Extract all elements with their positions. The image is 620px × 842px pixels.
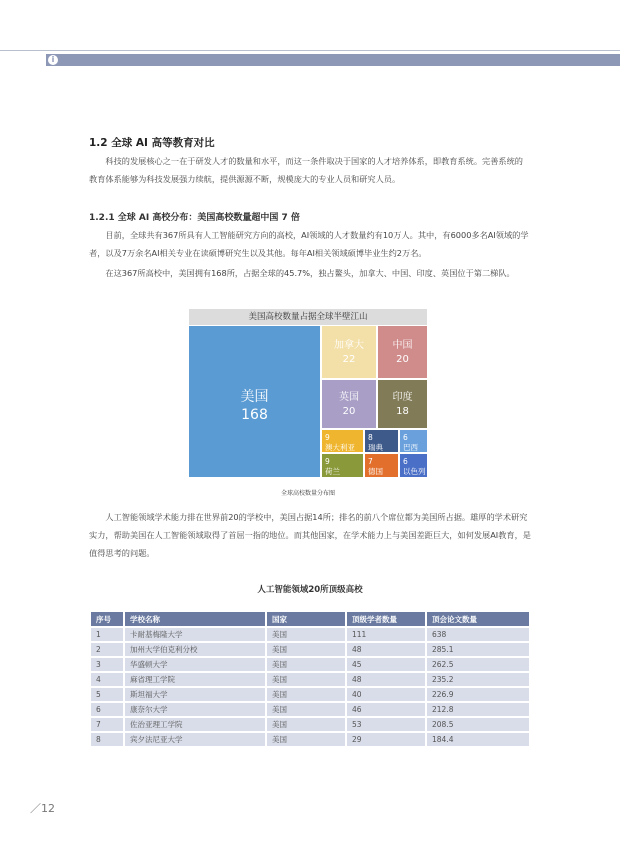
cell-scholars: 40 xyxy=(347,688,425,701)
tile-label: 澳大利亚 xyxy=(325,443,355,452)
cell-papers: 285.1 xyxy=(427,643,529,656)
tile-value: 8 xyxy=(368,433,373,442)
table-row xyxy=(91,688,529,701)
tile-netherlands xyxy=(322,454,363,477)
tile-uk xyxy=(322,380,376,428)
cell-rank: 2 xyxy=(91,643,123,656)
section-title: 1.2 全球 AI 高等教育对比 xyxy=(89,137,215,149)
header-band xyxy=(46,54,620,66)
cell-country: 美国 xyxy=(267,643,345,656)
cell-papers: 212.8 xyxy=(427,703,529,716)
tile-label: 中国 xyxy=(392,340,413,351)
cell-papers: 208.5 xyxy=(427,718,529,731)
cell-country: 美国 xyxy=(267,658,345,671)
tile-label: 德国 xyxy=(368,467,383,476)
cell-rank: 6 xyxy=(91,703,123,716)
cell-papers: 262.5 xyxy=(427,658,529,671)
cell-papers: 226.9 xyxy=(427,688,529,701)
cell-rank: 7 xyxy=(91,718,123,731)
tile-india xyxy=(378,380,427,428)
cell-scholars: 45 xyxy=(347,658,425,671)
cell-school: 康奈尔大学 xyxy=(125,703,265,716)
cell-rank: 1 xyxy=(91,628,123,641)
tile-brazil xyxy=(400,430,427,452)
tile-germany xyxy=(365,454,398,477)
cell-rank: 5 xyxy=(91,688,123,701)
cell-country: 美国 xyxy=(267,628,345,641)
cell-scholars: 48 xyxy=(347,673,425,686)
cell-school: 加州大学伯克利分校 xyxy=(125,643,265,656)
header-rule xyxy=(0,50,620,51)
table-row xyxy=(91,718,529,731)
table-header-row xyxy=(91,612,529,626)
cell-school: 斯坦福大学 xyxy=(125,688,265,701)
tile-value: 7 xyxy=(368,457,373,466)
cell-country: 美国 xyxy=(267,688,345,701)
cell-scholars: 46 xyxy=(347,703,425,716)
cell-scholars: 111 xyxy=(347,628,425,641)
cell-school: 佐治亚理工学院 xyxy=(125,718,265,731)
cell-papers: 638 xyxy=(427,628,529,641)
tile-usa xyxy=(189,326,320,477)
header-rank: 序号 xyxy=(91,612,123,626)
cell-school: 卡耐基梅隆大学 xyxy=(125,628,265,641)
table-row xyxy=(91,643,529,656)
tile-label: 印度 xyxy=(392,392,413,403)
treemap-chart xyxy=(189,309,427,487)
tile-value: 18 xyxy=(396,406,409,417)
table-row xyxy=(91,628,529,641)
tile-label: 瑞典 xyxy=(368,443,383,452)
cell-country: 美国 xyxy=(267,718,345,731)
table-row xyxy=(91,733,529,746)
header-scholars: 顶级学者数量 xyxy=(347,612,425,626)
tile-label: 巴西 xyxy=(403,443,418,452)
tile-israel xyxy=(400,454,427,477)
tile-label: 以色列 xyxy=(403,467,426,476)
subsection-title: 1.2.1 全球 AI 高校分布：美国高校数量超中国 7 倍 xyxy=(89,213,300,223)
cell-scholars: 29 xyxy=(347,733,425,746)
header-country: 国家 xyxy=(267,612,345,626)
tile-label: 美国 xyxy=(240,389,269,405)
cell-rank: 4 xyxy=(91,673,123,686)
subsection-paragraph-1: 目前，全球共有367所具有人工智能研究方向的高校，AI领域的人才数量约有10万人。其中，有6000多名AI领域的学者，以及7万余名AI相关专业在读硕博研究生以及其他。每年AI相关领域硕博毕业生约2万名。 xyxy=(89,230,529,258)
tile-label: 加拿大 xyxy=(334,340,364,351)
tile-value: 6 xyxy=(403,457,408,466)
cell-papers: 235.2 xyxy=(427,673,529,686)
tile-value: 168 xyxy=(241,407,268,423)
chart-caption: 全球高校数量分布图 xyxy=(280,490,335,497)
tile-sweden xyxy=(365,430,398,452)
chart-title: 美国高校数量占据全球半壁江山 xyxy=(189,309,427,325)
tile-value: 22 xyxy=(342,354,356,365)
tile-china xyxy=(378,326,427,378)
cell-school: 麻省理工学院 xyxy=(125,673,265,686)
table-row xyxy=(91,673,529,686)
tile-label: 英国 xyxy=(339,392,359,403)
tile-label: 荷兰 xyxy=(325,467,340,476)
cell-country: 美国 xyxy=(267,703,345,716)
cell-scholars: 53 xyxy=(347,718,425,731)
tile-australia xyxy=(322,430,363,452)
cell-country: 美国 xyxy=(267,673,345,686)
tile-value: 20 xyxy=(396,354,409,365)
cell-papers: 184.4 xyxy=(427,733,529,746)
info-icon: i xyxy=(48,55,58,65)
header-papers: 顶会论文数量 xyxy=(427,612,529,626)
cell-rank: 3 xyxy=(91,658,123,671)
section-paragraph: 科技的发展核心之一在于研发人才的数量和水平，而这一条件取决于国家的人才培养体系，即教育系统。完善系统的教育体系能够为科技发展强力续航，提供源源不断，规模庞大的专业人员和研究人员。 xyxy=(89,156,523,184)
cell-rank: 8 xyxy=(91,733,123,746)
tile-value: 9 xyxy=(325,457,330,466)
page-number: ／12 xyxy=(30,802,55,815)
tile-value: 20 xyxy=(342,406,356,417)
tile-value: 6 xyxy=(403,433,408,442)
ai-paragraph: 人工智能领域学术能力排在世界前20的学校中，美国占据14所；排名的前八个席位都为美国所占据。雄厚的学术研究实力，帮助美国在人工智能领域取得了首屈一指的地位。而其他国家，在学术能力上与美国差距巨大，如何发展AI教育，是值得思考的问题。 xyxy=(89,512,531,558)
cell-school: 宾夕法尼亚大学 xyxy=(125,733,265,746)
cell-school: 华盛顿大学 xyxy=(125,658,265,671)
subsection-paragraph-2: 在这367所高校中，美国拥有168所，占据全球的45.7%，独占鳌头，加拿大、中国、印度、英国位于第二梯队。 xyxy=(105,268,515,278)
top-universities-table xyxy=(89,610,531,748)
tile-value: 9 xyxy=(325,433,330,442)
cell-scholars: 48 xyxy=(347,643,425,656)
cell-country: 美国 xyxy=(267,733,345,746)
table-row xyxy=(91,658,529,671)
table-row xyxy=(91,703,529,716)
header-school: 学校名称 xyxy=(125,612,265,626)
table-title: 人工智能领域20所顶级高校 xyxy=(257,585,363,595)
tile-canada xyxy=(322,326,376,378)
